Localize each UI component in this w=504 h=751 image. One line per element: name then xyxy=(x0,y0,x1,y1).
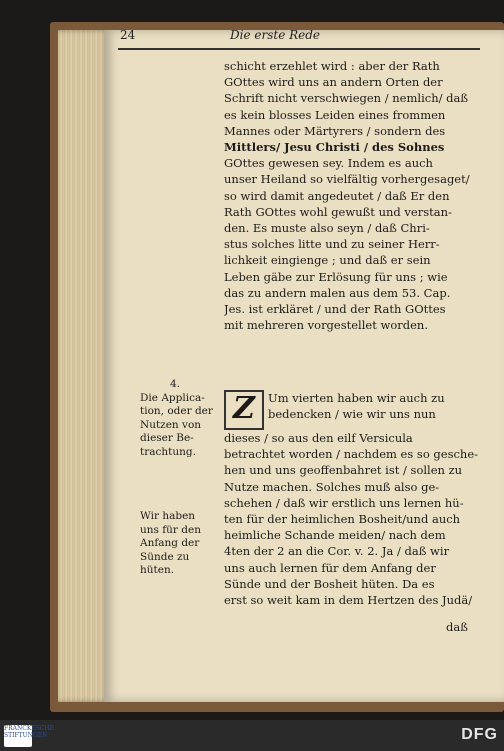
text-line: unser Heiland so vielfältig vorhergesaget/ xyxy=(224,172,470,187)
text-line: Nutze machen. Solches muß also ge- xyxy=(224,479,440,494)
text-line: Rath GOttes wohl gewußt und verstan- xyxy=(224,204,452,219)
text-line: lichkeit eingienge ; und daß er sein xyxy=(224,253,431,268)
note-line: trachtung. xyxy=(140,445,196,458)
catchword: daß xyxy=(446,620,468,634)
dfg-logo[interactable]: DFG xyxy=(461,726,498,743)
text-line: GOttes wird uns an andern Orten der xyxy=(224,75,443,90)
text-line: das zu andern malen aus dem 53. Cap. xyxy=(224,285,451,300)
text-line: stus solches litte und zu seiner Herr- xyxy=(224,237,440,252)
note-line: 4. xyxy=(170,378,181,390)
text-line: Leben gäbe zur Erlösung für uns ; wie xyxy=(224,269,448,284)
note-line: dieser Be- xyxy=(140,432,194,444)
running-head: Die erste Rede xyxy=(230,28,321,42)
text-line: Um vierten haben wir auch zu xyxy=(268,391,445,405)
viewer-footer xyxy=(0,720,504,751)
text-line: Sünde und der Bosheit hüten. Da es xyxy=(224,576,435,591)
note-line: Die Applica- xyxy=(140,391,205,404)
text-line: heimliche Schande meiden/ nach dem xyxy=(224,528,446,543)
drop-initial: Z xyxy=(224,390,264,430)
margin-note-beginning-of-sin xyxy=(140,510,224,578)
text-line: GOttes gewesen sey. Indem es auch xyxy=(224,156,433,171)
text-line: betrachtet worden / nachdem es so gesche- xyxy=(224,447,479,462)
text-line: 4ten der 2 an die Cor. v. 2. Ja / daß wir xyxy=(224,544,450,559)
text-line: schehen / daß wir erstlich uns lernen hü- xyxy=(224,495,464,510)
margin-note-application xyxy=(140,378,224,459)
note-line: Sünde zu xyxy=(140,550,190,563)
note-line: uns für den xyxy=(140,523,201,536)
note-line: Anfang der xyxy=(140,537,200,549)
text-line: uns auch lernen für dem Anfang der xyxy=(224,560,436,575)
note-line: Nutzen von xyxy=(140,418,202,431)
page-number: 24 xyxy=(120,28,136,42)
text-line: es kein blosses Leiden eines frommen xyxy=(224,107,446,122)
text-line: erst so weit kam in dem Hertzen des Judä/ xyxy=(224,593,473,608)
text-block-2 xyxy=(224,390,486,608)
text-line: Mannes oder Märtyrers / sondern des xyxy=(224,123,446,138)
text-line: bedencken / wie wir uns nun xyxy=(268,407,436,422)
note-line: hüten. xyxy=(140,564,175,576)
text-line: Schrift nicht verschwiegen / nemlich/ daß xyxy=(224,91,469,106)
text-block-1 xyxy=(224,58,486,333)
text-line: ten für der heimlichen Bosheit/und auch xyxy=(224,512,461,527)
header-rule xyxy=(118,48,480,50)
text-line: Mittlers/ Jesu Christi / des Sohnes xyxy=(224,140,445,155)
note-line: Wir haben xyxy=(140,510,196,522)
text-line: Jes. ist erkläret / und der Rath GOttes xyxy=(224,302,446,317)
text-line: mit mehreren vorgestellet worden. xyxy=(224,318,428,333)
note-line: tion, oder der xyxy=(140,405,213,417)
text-line: so wird damit angedeutet / daß Er den xyxy=(224,188,450,203)
institution-logo[interactable]: FRANCKESCHE STIFTUNGEN xyxy=(4,725,32,747)
text-line: den. Es muste also seyn / daß Chri- xyxy=(224,221,430,236)
text-line: schicht erzehlet wird : aber der Rath xyxy=(224,59,440,73)
text-line: dieses / so aus den eilf Versicula xyxy=(224,431,413,445)
text-line: hen und uns geoffenbahret ist / sollen zu xyxy=(224,463,463,478)
